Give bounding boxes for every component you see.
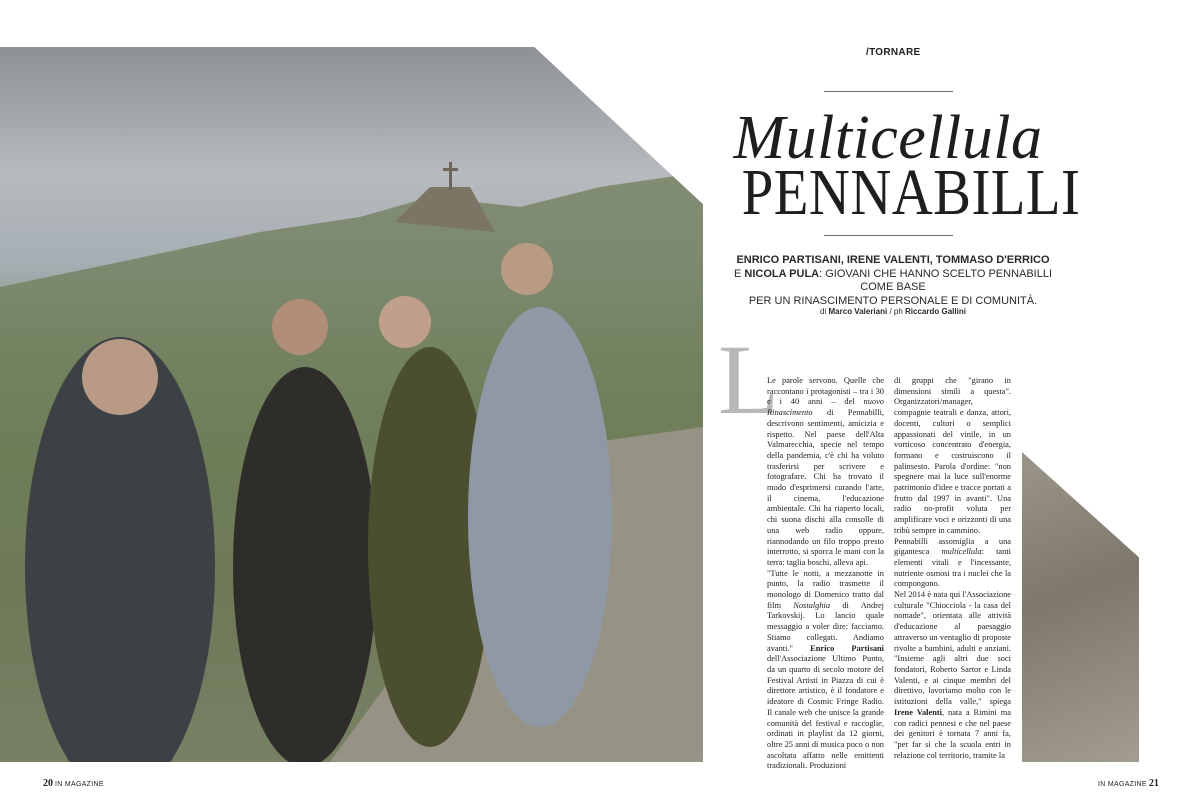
cross-shape bbox=[449, 162, 452, 190]
byline-photographer: Riccardo Gallini bbox=[905, 307, 966, 316]
deck-name-bold: NICOLA PULA bbox=[744, 267, 820, 280]
body-column-1 bbox=[767, 376, 884, 772]
byline-author: Marco Valeriani bbox=[828, 307, 888, 316]
person-2-head bbox=[272, 299, 328, 355]
title-rule-top bbox=[824, 91, 953, 92]
title-script: Multicellula bbox=[733, 104, 1043, 172]
person-4-head bbox=[501, 243, 553, 295]
deck-line-3: PER UN RINASCIMENTO PERSONALE E DI COMUNITÀ. bbox=[748, 294, 1038, 307]
byline-separator: / ph bbox=[889, 307, 903, 316]
deck-names: ENRICO PARTISANI, IRENE VALENTI, TOMMASO D'ERRICO bbox=[736, 254, 1050, 266]
magazine-name-left: IN MAGAZINE bbox=[55, 781, 104, 788]
page-number-right: 21 bbox=[1148, 778, 1159, 789]
cover-photo bbox=[0, 47, 703, 762]
page-number-left: 20 bbox=[43, 778, 53, 789]
paragraph: Pennabilli assomiglia a una gigantesca multicellula: tanti elementi vitali e l'incessante, nutriente osmosi tra i nuclei che la compongono. bbox=[894, 536, 1011, 589]
magazine-name-right: IN MAGAZINE bbox=[1098, 781, 1147, 788]
deck-prefix: E bbox=[733, 267, 745, 280]
folio-left bbox=[43, 778, 104, 789]
person-3-head bbox=[379, 296, 431, 348]
deck-line-2 bbox=[724, 268, 1062, 295]
folio-right bbox=[1098, 778, 1159, 789]
landscape-illustration bbox=[0, 47, 703, 762]
byline bbox=[724, 307, 1062, 316]
body-column-2 bbox=[894, 376, 1011, 761]
paragraph: di gruppi che "girano in dimensioni simili a questa". Organizzatori/manager, compagnie teatrali e danza, attori, docenti, cultori o semplici appassionati del vinile, in un vorticoso concentrato d'energia, formano e costruiscono il palinsesto. Parola d'ordine: "non spegnere mai la luce sull'enorme patrimonio d'idee e tracce portati a frutto dal 1997 in avanti". Una radio no-profit voluta per amplificare voci e orizzonti di una tribù sempre in cammino. bbox=[894, 376, 1011, 535]
article-deck bbox=[724, 254, 1062, 308]
title-main: PENNABILLI bbox=[741, 156, 1081, 229]
deck-line-1 bbox=[724, 254, 1062, 268]
drop-cap: L bbox=[718, 324, 780, 435]
rock-photo-strip bbox=[1022, 452, 1139, 762]
person-2 bbox=[233, 367, 377, 762]
paragraph: Le parole servono. Quelle che raccontano i protagonisti – tra i 30 e i 40 anni – del nuovo Rinascimento di Pennabilli, descrivono sentimenti, amicizia e rispetto. Nel paese dell'Alta Valmarecchia, specie nel tempo della pandemia, c'è chi ha voluto trasferirsi per scrivere e fotografare. Chi ha trovato il modo d'esprimersi curando l'arte, il cinema, l'educazione ambientale. Chi ha riaperto locali, chi suona dischi alla consolle di una web radio oppure, riannodando un filo troppo presto interrotto, si sporca le mani con la terra: taglia boschi, alleva api. bbox=[767, 376, 884, 567]
person-4 bbox=[468, 307, 612, 727]
section-tag: /TORNARE bbox=[866, 47, 921, 58]
byline-prefix: di bbox=[820, 307, 827, 316]
title-rule-bottom bbox=[824, 235, 953, 236]
paragraph: "Tutte le notti, a mezzanotte in punto, la radio trasmette il monologo di Domenico tratto dal film Nostalghia di Andrej Tarkovskij. Lo lancio quale messaggio a voler dire: facciamo. Stiamo collegati. Andiamo avanti." Enrico Partisani dell'Associazione Ultimo Punto, da un quarto di secolo motore del Festival Artisti in Piazza di cui è direttore artistico, è il fondatore e ideatore di Cosmic Fringe Radio. Il canale web che unisce la grande comunità del festival e raccoglie, ordinati in playlist da 12 giorni, oltre 25 anni di musica poco o non ascoltata affatto nelle emittenti tradizionali. Produzioni bbox=[767, 568, 884, 771]
paragraph: Nel 2014 è nata qui l'Associazione culturale "Chiocciola - la casa del nomade", orientata alle attività d'educazione al paesaggio attraverso un ventaglio di proposte rivolte a bambini, adulti e anziani. "Insieme agli altri due soci fondatori, Roberto Sartor e Linda Valenti, e ai cinque membri del direttivo, lavoriamo molto con le istituzioni della valle," spiega Irene Valenti, nata a Rimini ma con radici pennesi e che nel paese dei genitori è tornata 7 anni fa, "per far sì che la scuola entri in relazione col territorio, tramite la bbox=[894, 590, 1011, 760]
person-1-head bbox=[82, 339, 158, 415]
deck-rest: : GIOVANI CHE HANNO SCELTO PENNABILLI COME BASE bbox=[819, 267, 1053, 293]
cross-bar bbox=[443, 168, 458, 171]
